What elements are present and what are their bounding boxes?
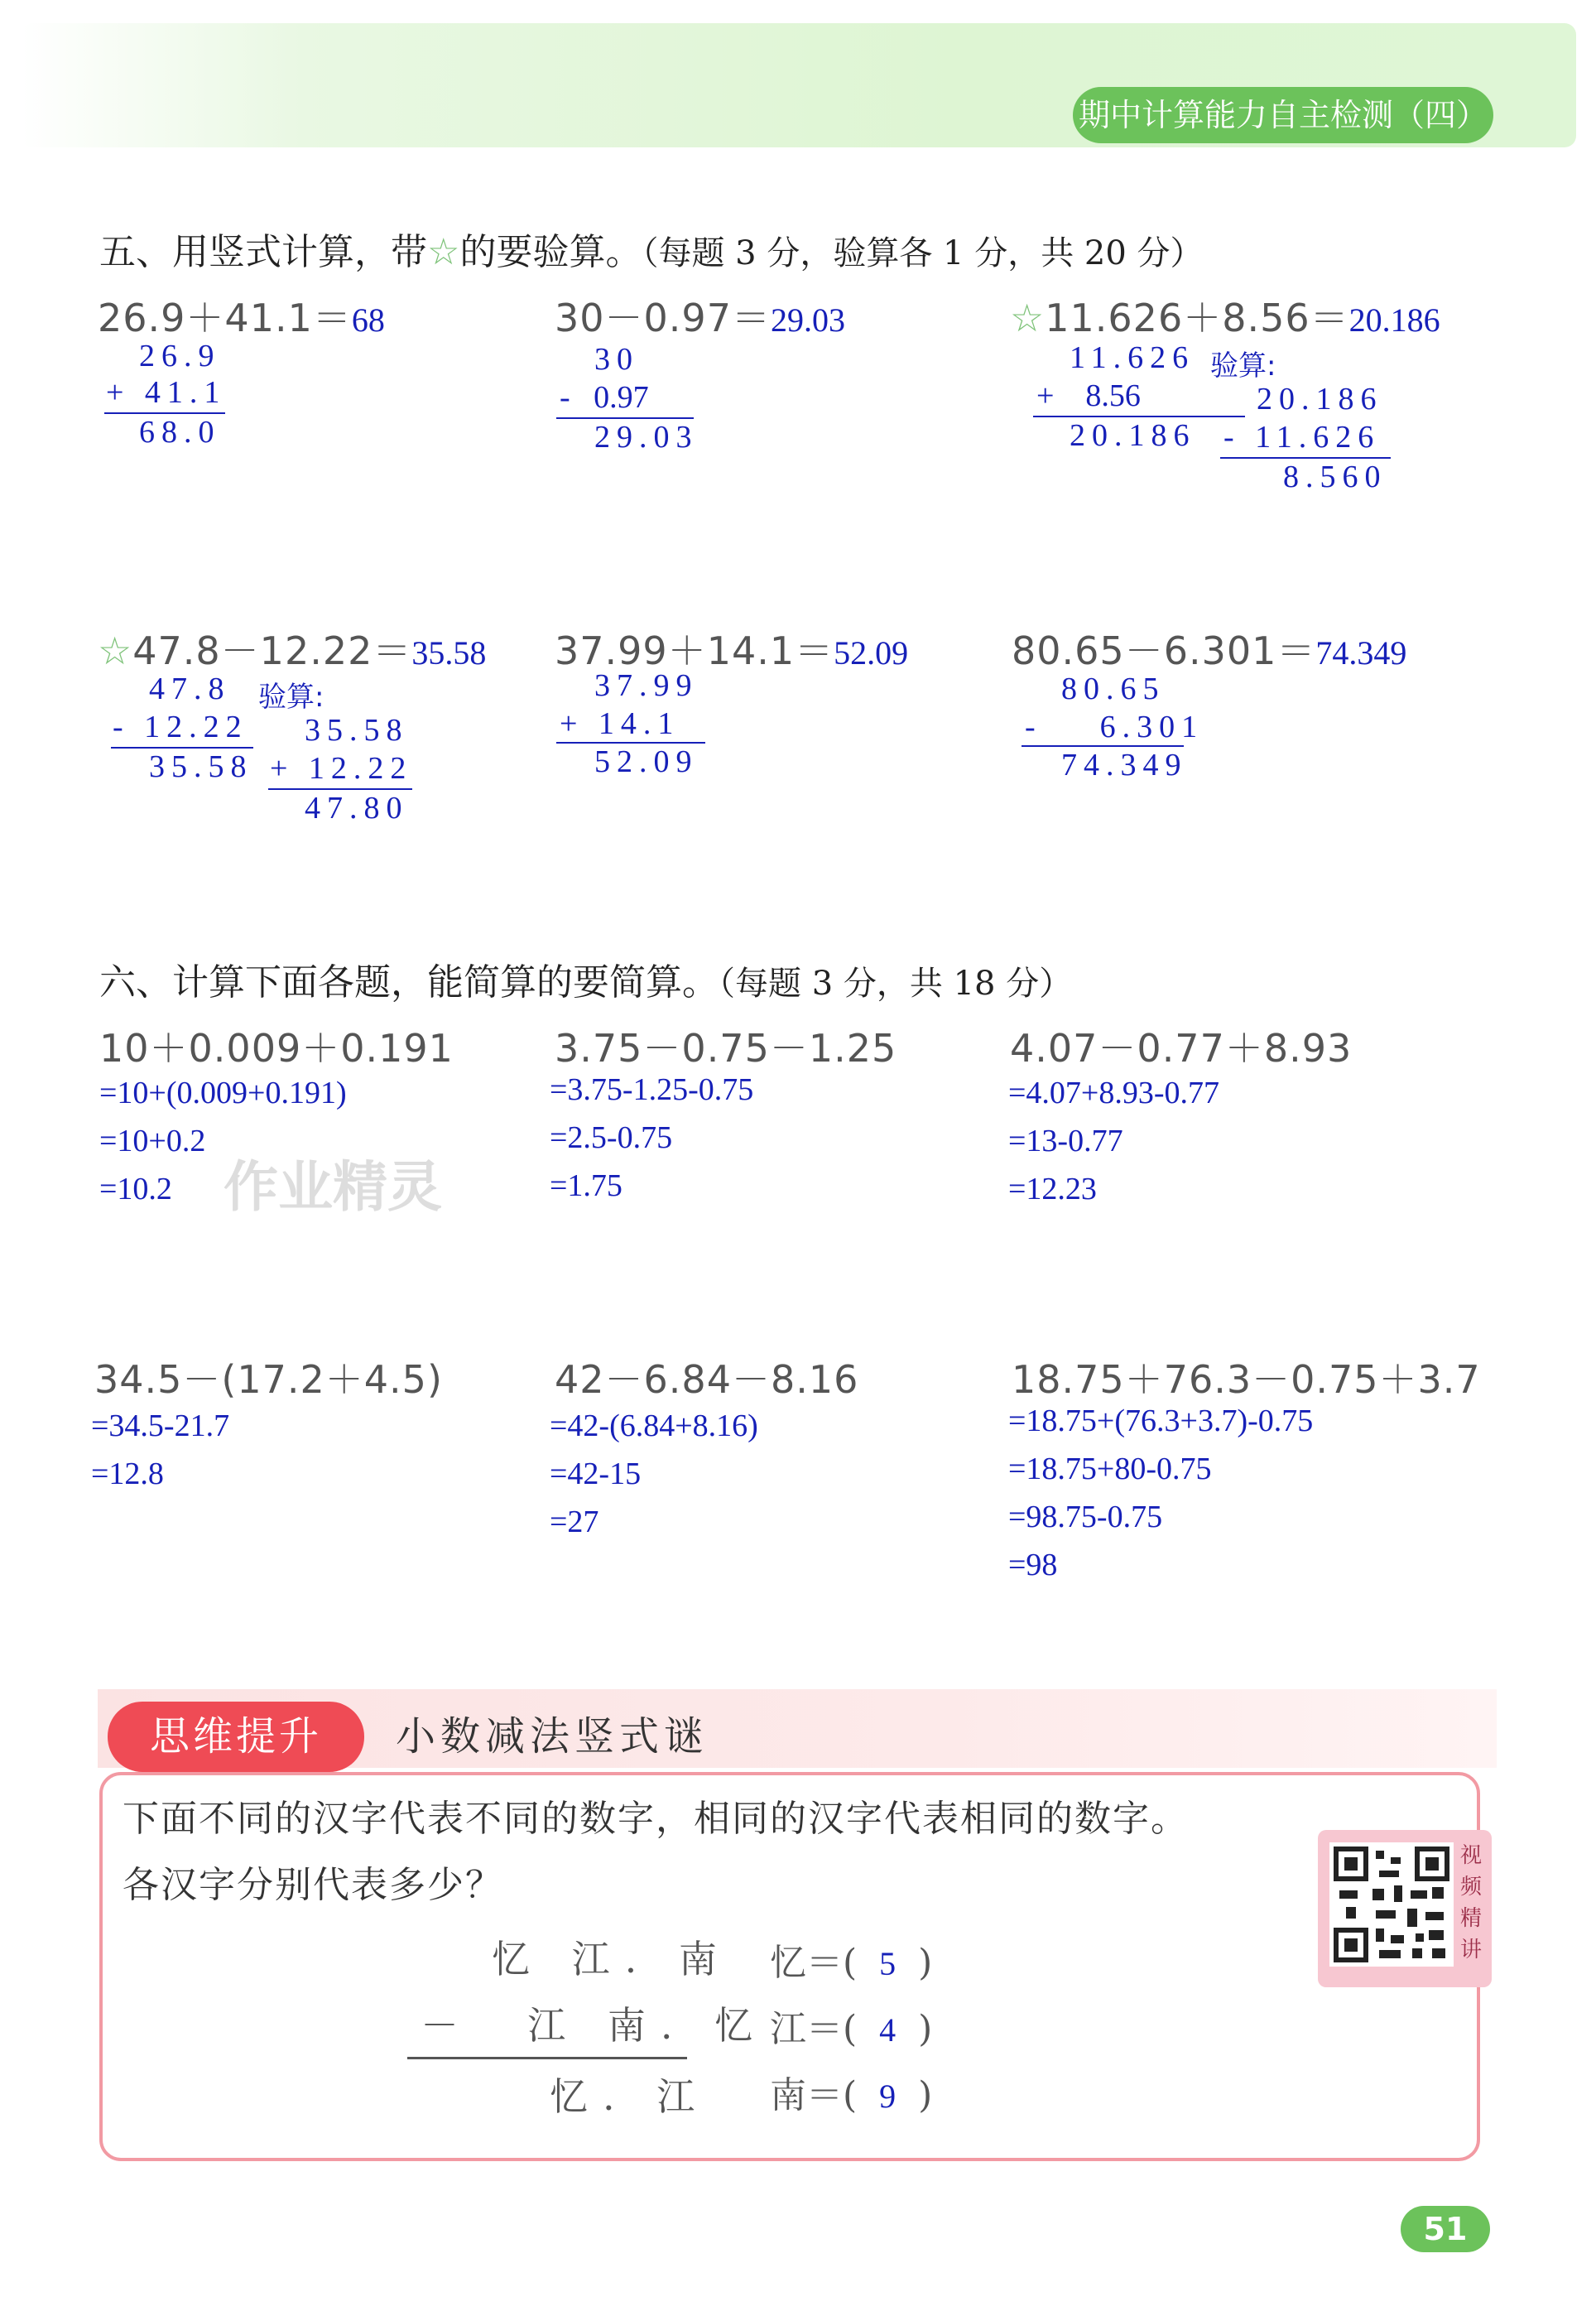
step-line: =98.75-0.75 [1008,1500,1163,1534]
problem-expr: 37.99＋14.1＝ [555,628,834,673]
step-line: =10.2 [99,1172,172,1206]
qr-code-icon[interactable] [1329,1842,1454,1967]
step-line: =42-15 [550,1457,642,1491]
work-result: 52.09 [594,744,699,779]
problem-6-2: 3.75－0.75－1.25 [555,1026,897,1071]
problem-5-3 [1010,288,1440,343]
equation-value: 5 [879,1945,897,1982]
equation-close: ) [918,2074,933,2116]
watermark: 作业精灵 [224,1155,442,1219]
problem-6-3: 4.07－0.77＋8.93 [1010,1026,1353,1071]
problem-answer: 68 [351,301,385,339]
problem-answer: 35.58 [411,634,487,672]
page-number: 51 [1401,2206,1490,2252]
step-line: =12.8 [91,1457,164,1491]
header-title: 期中计算能力自主检测（四） [1073,87,1493,143]
check-line: + 12.22 [270,751,413,786]
thinking-badge: 思维提升 [108,1702,364,1772]
check-line: - 11.626 [1223,420,1381,455]
equation-label: 南＝( [770,2074,858,2116]
star-icon: ☆ [1010,296,1046,340]
problem-answer: 29.03 [770,301,845,339]
equation-row [770,1933,932,1986]
equation-row [770,2065,932,2118]
problem-expr: 80.65－6.301＝ [1012,628,1316,673]
work-result: 20.186 [1070,418,1196,453]
step-line: =27 [550,1505,599,1539]
puzzle-line-2: － 江 南. 忆 [421,2003,768,2048]
problem-answer: 20.186 [1348,301,1440,339]
thinking-line2: 各汉字分别代表多少？ [123,1864,503,1906]
work-result: 29.03 [594,420,699,455]
work-line: 80.65 [1061,672,1166,706]
equation-row [770,1999,932,2052]
qr-code-graphic [1329,1842,1454,1967]
star-icon: ☆ [427,231,460,273]
problem-expr: 11.626＋8.56＝ [1045,296,1349,340]
step-line: =18.75+(76.3+3.7)-0.75 [1008,1404,1314,1438]
thinking-line1: 下面不同的汉字代表不同的数字，相同的汉字代表相同的数字。 [123,1798,1189,1840]
work-line: + 41.1 [106,375,227,410]
problem-5-6 [1012,621,1406,676]
problem-5-4 [98,621,486,676]
video-label-char: 视 [1459,1843,1482,1868]
work-line: - 12.22 [113,710,248,744]
equation-value: 9 [879,2078,897,2115]
problem-6-4: 34.5－(17.2＋4.5) [94,1357,443,1402]
step-line: =10+0.2 [99,1124,206,1158]
thinking-title: 小数减法竖式谜 [396,1713,709,1760]
problem-6-5: 42－6.84－8.16 [555,1357,859,1402]
check-line: 35.58 [305,713,409,748]
problem-answer: 74.349 [1315,634,1407,672]
section6-title [99,952,1072,1005]
step-line: =98 [1008,1548,1058,1582]
step-line: =13-0.77 [1008,1124,1123,1158]
work-result: 35.58 [149,749,253,784]
section5-score: （每题 3 分，验算各 1 分，共 20 分） [642,234,1204,272]
work-line: 47.8 [149,672,231,706]
equation-value: 4 [879,2011,897,2049]
puzzle-line-1: 忆 江. 南 [492,1937,732,1981]
work-result: 68.0 [139,415,221,450]
step-line: =18.75+80-0.75 [1008,1452,1212,1486]
video-label-char: 讲 [1459,1938,1482,1962]
problem-5-2 [555,288,845,343]
problem-expr: 26.9＋41.1＝ [98,296,352,340]
work-line: 26.9 [139,339,221,373]
section6-score: （每题 3 分，共 18 分） [719,965,1073,1003]
check-result: 8.560 [1283,460,1387,494]
equation-close: ) [918,1942,933,1984]
section6-title-text: 六、计算下面各题，能简算的要简算。 [99,961,719,1004]
step-line: =10+(0.009+0.191) [99,1076,347,1110]
equation-label: 忆＝( [770,1942,858,1984]
section5-title-text: 五、用竖式计算，带 [99,231,427,273]
star-icon: ☆ [98,628,133,673]
problem-5-1 [98,288,385,343]
video-label [1459,1840,1483,1966]
step-line: =42-(6.84+8.16) [550,1408,758,1443]
problem-6-1: 10＋0.009＋0.191 [99,1026,454,1071]
check-label: 验算: [1210,349,1276,383]
equation-close: ) [918,2008,933,2050]
work-line: 30 [594,342,639,377]
work-result: 74.349 [1061,748,1188,782]
video-label-char: 频 [1459,1875,1482,1900]
work-line: + 14.1 [560,706,680,741]
puzzle-rule [407,2057,687,2059]
step-line: =34.5-21.7 [91,1408,230,1443]
check-label: 验算: [258,681,324,714]
step-line: =4.07+8.93-0.77 [1008,1076,1220,1110]
check-line: 20.186 [1257,382,1383,416]
step-line: =2.5-0.75 [550,1120,673,1155]
puzzle-line-3: 忆. 江 [550,2074,710,2119]
problem-6-6: 18.75＋76.3－0.75＋3.7 [1012,1357,1481,1402]
step-line: =3.75-1.25-0.75 [550,1072,754,1107]
work-line: 11.626 [1070,340,1195,375]
step-line: =12.23 [1008,1172,1097,1206]
section5-title-rest: 的要验算。 [459,231,642,273]
step-line: =1.75 [550,1168,623,1203]
work-line: - 6.301 [1025,710,1204,744]
video-label-char: 精 [1459,1906,1482,1931]
work-line: + 8.56 [1036,378,1141,413]
work-line: - 0.97 [560,380,649,415]
problem-answer: 52.09 [834,634,909,672]
problem-expr: 30－0.97＝ [555,296,771,340]
work-line: 37.99 [594,668,699,703]
check-result: 47.80 [305,791,409,826]
equation-label: 江＝( [770,2008,858,2050]
section5-title [99,222,1204,275]
problem-expr: 47.8－12.22＝ [132,628,412,673]
